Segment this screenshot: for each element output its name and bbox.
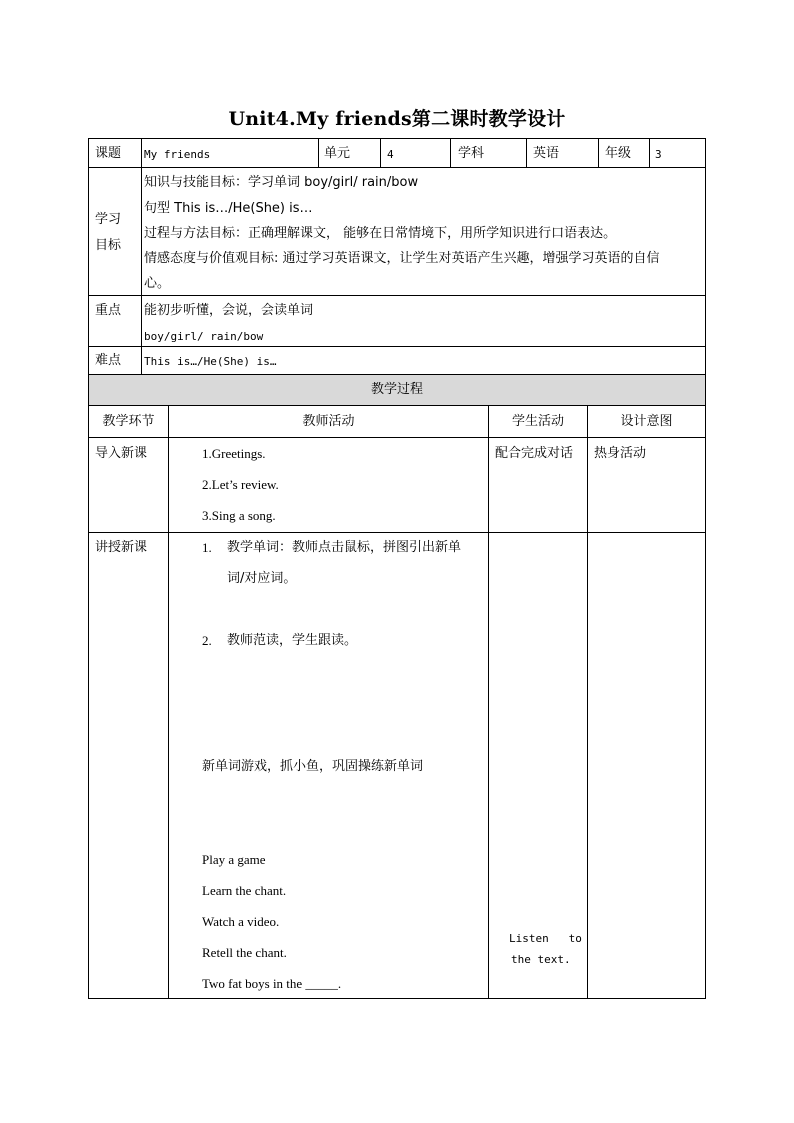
grade-value: 3: [655, 148, 662, 161]
new-item2-text: 教师范读，学生跟读。: [227, 633, 358, 648]
new-game: 新单词游戏，抓小鱼，巩固操练新单词: [202, 759, 424, 774]
intro-activity: 1.Greetings.: [202, 446, 266, 461]
col-divider: [526, 139, 527, 167]
objectives-label-1: 学习: [95, 212, 122, 227]
objective-line: 句型 This is…/He(She) is…: [144, 201, 313, 216]
col-divider: [488, 405, 489, 998]
new-item1-line2: 词/对应词。: [227, 571, 297, 586]
page-title: Unit4.My friends第二课时教学设计: [228, 108, 566, 130]
col-header-design: 设计意图: [620, 414, 673, 429]
row-divider: [89, 346, 705, 347]
intro-design: 热身活动: [594, 446, 647, 461]
intro-student: 配合完成对话: [495, 446, 574, 461]
row-divider: [89, 405, 705, 406]
col-header-stage: 教学环节: [102, 414, 155, 429]
row-divider: [89, 374, 705, 375]
col-divider: [587, 405, 588, 998]
row-divider: [89, 532, 705, 533]
difficulties-text: This is…/He(She) is…: [144, 355, 277, 368]
col-divider: [141, 139, 142, 374]
col-header-teacher: 教师活动: [302, 414, 355, 429]
intro-activity: 3.Sing a song.: [202, 508, 276, 523]
intro-activity: 2.Let’s review.: [202, 477, 279, 492]
subject-label: 学科: [458, 146, 485, 161]
objective-line: 情感态度与价值观目标: 通过学习英语课文，让学生对英语产生兴趣，增强学习英语的自信: [144, 251, 660, 266]
subject-value: 英语: [533, 146, 560, 161]
unit-label: 单元: [324, 146, 351, 161]
key-points-label: 重点: [95, 303, 122, 318]
grade-label: 年级: [605, 146, 632, 161]
objectives-label-2: 目标: [95, 238, 122, 253]
difficulties-label: 难点: [95, 353, 122, 368]
col-divider: [598, 139, 599, 167]
topic-value: My friends: [144, 148, 211, 161]
objective-line: 过程与方法目标：正确理解课文， 能够在日常情境下，用所学知识进行口语表达。: [144, 226, 617, 241]
key-points-line2: boy/girl/ rain/bow: [144, 330, 264, 343]
row-divider: [89, 295, 705, 296]
lesson-plan-table: [88, 138, 706, 999]
key-points-line1: 能初步听懂，会说，会读单词: [144, 303, 314, 318]
col-divider: [380, 139, 381, 167]
new-activity: Retell the chant.: [202, 945, 287, 960]
new-stage: 讲授新课: [95, 540, 148, 555]
intro-stage: 导入新课: [95, 446, 148, 461]
new-student-line1: Listen to: [509, 932, 582, 945]
new-item2-num: 2.: [202, 633, 212, 648]
row-divider: [89, 437, 705, 438]
unit-value: 4: [387, 148, 394, 161]
new-activity: Learn the chant.: [202, 883, 287, 898]
objective-line: 心。: [144, 276, 171, 291]
new-activity: Watch a video.: [202, 914, 280, 929]
col-divider: [649, 139, 650, 167]
new-item1-num: 1.: [202, 540, 212, 555]
objective-line: 知识与技能目标：学习单词 boy/girl/ rain/bow: [144, 175, 419, 190]
col-divider: [450, 139, 451, 167]
col-divider: [168, 405, 169, 998]
new-activity: Two fat boys in the _____.: [202, 976, 342, 991]
col-divider: [318, 139, 319, 167]
process-header: 教学过程: [370, 382, 423, 397]
topic-label: 课题: [95, 146, 122, 161]
row-divider: [89, 167, 705, 168]
new-item1-line1: 教学单词：教师点击鼠标，拼图引出新单: [227, 540, 462, 555]
new-activity: Play a game: [202, 852, 266, 867]
new-student-line2: the text.: [511, 953, 571, 966]
col-header-student: 学生活动: [511, 414, 564, 429]
